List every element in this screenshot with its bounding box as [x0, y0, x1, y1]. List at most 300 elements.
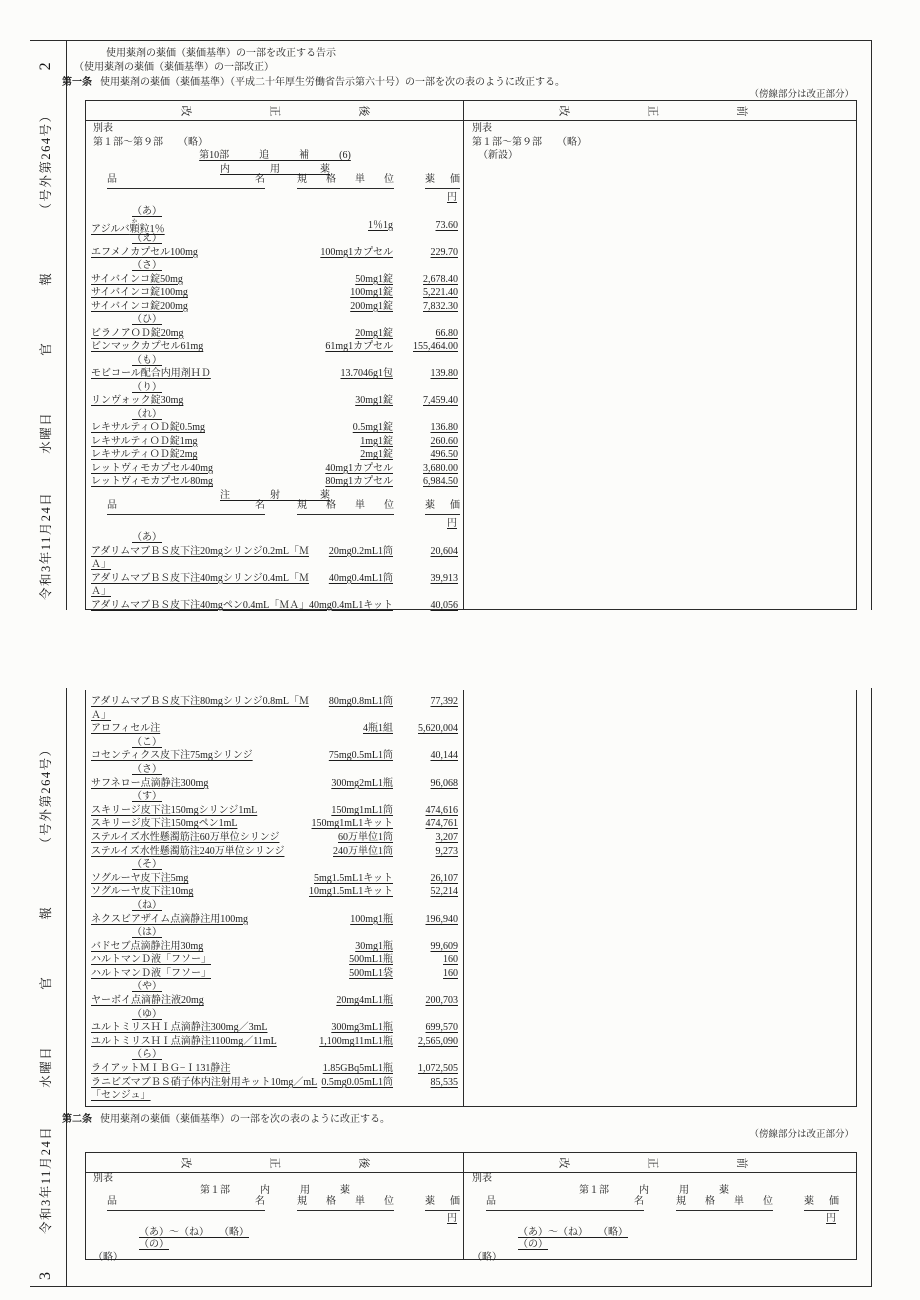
drug-price: 20,604: [430, 545, 458, 557]
drug-price: 474,761: [425, 818, 458, 830]
article2-label: 第二条: [62, 1114, 92, 1125]
drug-spec: 13.7046g1包: [340, 368, 393, 379]
drug-spec: 1mg1錠: [360, 435, 393, 447]
drug-price: 136.80: [430, 422, 458, 433]
drug-name: スキリージ皮下注150mgシリンジ1mL: [91, 804, 258, 816]
group-row: [87, 763, 463, 777]
drug-spec: 1.85GBq5mL1瓶: [322, 1063, 393, 1075]
text2-row: [466, 149, 842, 163]
column-header-char: 単: [734, 1196, 744, 1208]
header-before: [464, 101, 842, 120]
column-header-char: 薬: [425, 174, 435, 186]
revision-note-top: （傍線部分は改正部分）: [749, 90, 854, 100]
drug-name: コセンティクス皮下注75mgシリンジ: [91, 750, 253, 762]
column-header-group: [107, 1196, 265, 1211]
article1-body: 使用薬剤の薬価（薬価基準）（平成二十年厚生労働省告示第六十号）の一部を次の表のように改正する。: [100, 77, 565, 88]
drug-row: [87, 599, 463, 613]
page2-top-edge: [30, 40, 872, 41]
page3-paper-pou: 報: [39, 905, 53, 920]
center-row: [87, 149, 463, 163]
column-header-char: 名: [255, 1196, 265, 1208]
before-column-rows: [466, 1173, 842, 1264]
drug-spec: 60万単位1筒: [338, 831, 393, 843]
text2-text: （新設）: [478, 150, 518, 161]
text-row: [466, 1252, 842, 1264]
article2-body: 使用薬剤の薬価（薬価基準）の一部を次の表のように改正する。: [100, 1114, 390, 1125]
group-text: （す）: [132, 791, 162, 803]
header-before-char: 改: [557, 105, 569, 116]
drug-spec: 150mg1mL1筒: [331, 804, 393, 816]
group-text: （れ）: [132, 408, 162, 420]
page2-sidebar-caption: [36, 62, 55, 600]
text-row: [87, 1252, 463, 1264]
column-header-group: [297, 499, 394, 515]
column-header-char: 位: [384, 1196, 394, 1208]
center-text: 第１部 内 用 薬: [200, 1185, 350, 1197]
drug-name: スキリージ皮下注150mgペン1mL: [91, 818, 238, 830]
text-row: [87, 136, 463, 150]
column-header-char: 格: [326, 174, 336, 186]
column-header-char: 価: [450, 1196, 460, 1208]
group-row: [87, 980, 463, 994]
group-text: （あ）: [132, 532, 162, 543]
page2-right-edge: [871, 40, 872, 610]
yen-unit-label: 円: [447, 1212, 457, 1224]
drug-spec: 80mg1カプセル: [325, 476, 393, 487]
drug-price: 99,609: [430, 940, 458, 952]
column-header-char: 薬: [804, 1196, 814, 1208]
text-row: [87, 122, 463, 136]
drug-name: エフメノカプセル100mg: [91, 246, 198, 258]
text-text: （略）: [472, 1251, 502, 1263]
colhead-row: [87, 1198, 463, 1213]
column-header-char: 位: [763, 1196, 773, 1208]
column-header-group: [804, 1196, 839, 1211]
header-after-char: 正: [268, 105, 280, 116]
drug-row: [87, 1076, 463, 1090]
drug-price: 160: [443, 954, 458, 966]
drug-name: サイバインコ錠50mg: [91, 273, 183, 285]
center-text: 内 用 薬: [220, 163, 330, 175]
group-row: [87, 354, 463, 368]
column-header-group: [107, 173, 265, 189]
header-after-char: 改: [179, 105, 191, 116]
drug-row: [87, 475, 463, 489]
column-header-char: 位: [384, 174, 394, 186]
drug-price: 40,056: [430, 599, 458, 611]
page2-paper-pou: 報: [39, 271, 53, 286]
drug-spec: 500mL1袋: [349, 967, 393, 979]
revision-note-bottom: （傍線部分は改正部分）: [749, 1130, 854, 1140]
drug-price: 3,680.00: [423, 462, 458, 474]
group2-row: [87, 1239, 463, 1251]
drug-row: [87, 421, 463, 435]
header-before: [464, 1153, 842, 1172]
drug-row: [87, 246, 463, 260]
drug-spec: 500mL1瓶: [349, 954, 393, 966]
drug-price: 229.70: [430, 246, 458, 258]
column-header-char: 規: [297, 1196, 307, 1208]
column-header-char: 位: [384, 500, 394, 512]
drug-spec: 200mg1錠: [350, 300, 393, 312]
column-header-group: [425, 499, 460, 515]
drug-row: [87, 1021, 463, 1035]
column-header-group: [107, 499, 265, 515]
drug-spec: 300mg3mL1瓶: [331, 1022, 393, 1034]
center-text: 第10部 追 補 (6): [199, 150, 351, 161]
drug-price: 66.80: [435, 327, 458, 339]
group-row: [87, 408, 463, 422]
drug-spec: 75mg0.5mL1筒: [328, 750, 393, 762]
drug-row: [87, 572, 463, 586]
cont-text: Ａ」: [91, 586, 111, 597]
drug-spec: 100mg1瓶: [350, 913, 393, 925]
page2-issue: （号外第264号）: [39, 108, 53, 216]
column-header-char: 名: [255, 174, 265, 186]
cont-row: [87, 709, 463, 723]
drug-name: ソグルーヤ皮下注10mg: [91, 886, 194, 898]
column-header-char: 薬: [425, 500, 435, 512]
drug-row: [87, 817, 463, 831]
yen-row: [466, 1213, 842, 1227]
notice-subtitle: （使用薬剤の薬価（薬価基準）の一部改正）: [74, 62, 274, 73]
drug-spec: 40mg0.4mL1筒: [328, 572, 393, 584]
group-row: [87, 381, 463, 395]
group-text: （え）: [132, 233, 162, 244]
drug-price: 196,940: [425, 913, 458, 925]
column-header-char: 格: [705, 1196, 715, 1208]
column-header-char: 品: [107, 1196, 117, 1208]
group-text: （り）: [132, 381, 162, 393]
column-header-char: 名: [634, 1196, 644, 1208]
drug-price: 139.80: [430, 368, 458, 379]
drug-spec: 100mg1カプセル: [320, 246, 393, 258]
table-center-divider: [463, 101, 464, 609]
drug-spec: 40mg0.4mL1キット: [309, 599, 393, 611]
drug-name: ヤーボイ点滴静注液20mg: [91, 995, 204, 1007]
text-row: [466, 1173, 842, 1185]
group-text: （ひ）: [132, 314, 162, 325]
text-row: [466, 122, 842, 136]
drug-row: [87, 1035, 463, 1049]
page3-number: 3: [37, 1272, 54, 1280]
group-text: （も）: [132, 354, 162, 366]
drug-price: 6,984.50: [423, 476, 458, 487]
page3-sidebar-rule: [66, 688, 67, 1286]
group2-row: [466, 1239, 842, 1251]
column-header-group: [676, 1196, 773, 1211]
group-text: （ら）: [132, 1049, 162, 1061]
drug-row: [87, 545, 463, 559]
drug-spec: 20mg0.2mL1筒: [328, 545, 393, 557]
header-before-char: 正: [646, 1157, 658, 1168]
text-text: 別表: [472, 123, 492, 134]
drug-name: レキサルティＯＤ錠0.5mg: [91, 422, 205, 433]
after-column-rows: [87, 122, 463, 612]
drug-spec: 5mg1.5mL1キット: [314, 872, 393, 884]
drug-price: 9,273: [435, 845, 458, 857]
colhead-row: [87, 502, 463, 517]
drug-name: ステルイズ水性懸濁筋注60万単位シリンジ: [91, 831, 280, 843]
column-header-char: 格: [326, 1196, 336, 1208]
drug-spec: 150mg1mL1キット: [311, 818, 393, 830]
drug-name: ビラノアＯＤ錠20mg: [91, 327, 184, 339]
drug-row: [87, 367, 463, 381]
column-header-char: 規: [297, 500, 307, 512]
drug-name: アダリムマブＢＳ皮下注20mgシリンジ0.2mL「Ｍ: [91, 545, 310, 557]
page3-right-edge: [871, 688, 872, 1286]
drug-price: 5,221.40: [423, 287, 458, 298]
header-after-char: 後: [357, 1157, 369, 1168]
header-after-char: 後: [357, 105, 369, 116]
drug-name: レットヴィモカプセル40mg: [91, 462, 213, 474]
drug-spec: 0.5mg1錠: [352, 422, 393, 433]
drug-price: 52,214: [430, 886, 458, 898]
group-text: （あ）: [132, 206, 162, 217]
drug-row: [87, 953, 463, 967]
text-text: （略）: [93, 1251, 123, 1263]
drug-spec: 40mg1カプセル: [325, 462, 393, 474]
table-header-row: [86, 1153, 856, 1173]
drug-name: アダリムマブＢＳ皮下注80mgシリンジ0.8mL「Ｍ: [91, 696, 310, 707]
page3-sidebar-caption: [36, 742, 55, 1280]
drug-price: 85,535: [430, 1076, 458, 1088]
drug-spec: 4瓶1組: [363, 723, 393, 735]
article2-line: [62, 1110, 390, 1125]
drug-price: 160: [443, 967, 458, 979]
drug-row: [87, 219, 463, 233]
colhead-row: [87, 176, 463, 191]
notice-title: 使用薬剤の薬価（薬価基準）の一部を改正する告示: [106, 48, 336, 59]
column-header-char: 格: [326, 500, 336, 512]
group2-row: [87, 1227, 463, 1239]
drug-name: レキサルティＯＤ錠1mg: [91, 435, 198, 447]
drug-name: アダリムマブＢＳ皮下注40mgペン0.4mL「ＭＡ」: [91, 599, 310, 611]
text-text: 第１部～第９部 （略）: [93, 136, 208, 148]
drug-row: [87, 340, 463, 354]
drug-spec: 30mg1瓶: [355, 940, 393, 952]
drug-row: [87, 327, 463, 341]
drug-spec: 1,100mg11mL1瓶: [319, 1035, 393, 1047]
before-column-rows: [466, 122, 842, 163]
yen-unit-label: 円: [826, 1212, 836, 1224]
revision-table-article1: [85, 100, 857, 610]
drug-row: [87, 940, 463, 954]
drug-row: [87, 885, 463, 899]
group-row: [87, 790, 463, 804]
page2-number: 2: [37, 62, 54, 71]
drug-name: レキサルティＯＤ錠2mg: [91, 449, 198, 460]
drug-row: [87, 804, 463, 818]
column-header-char: 品: [107, 174, 117, 186]
drug-name: ラニビズマブＢＳ硝子体内注射用キット10mg／mL: [91, 1076, 318, 1088]
group-row: [87, 313, 463, 327]
table-center-divider: [463, 690, 464, 1106]
article1-line: [62, 73, 565, 88]
drug-price: 260.60: [430, 435, 458, 447]
drug-name-ruby: 顆か: [129, 218, 140, 235]
drug-name: ステルイズ水性懸濁筋注240万単位シリンジ: [91, 845, 285, 857]
group2-text: （の）: [139, 1239, 169, 1251]
header-after: [86, 101, 464, 120]
cont-text: Ａ」: [91, 709, 111, 721]
drug-name: ユルトミリスＨＩ点滴静注300mg／3mL: [91, 1022, 268, 1034]
cont-row: [87, 558, 463, 572]
column-header-char: 単: [355, 1196, 365, 1208]
drug-row: [87, 913, 463, 927]
drug-spec: 20mg1錠: [355, 327, 393, 339]
drug-price: 699,570: [425, 1022, 458, 1034]
drug-price: 77,392: [430, 696, 458, 707]
group2-text: （の）: [518, 1239, 548, 1251]
drug-price: 1,072,505: [418, 1063, 458, 1075]
text-row: [466, 136, 842, 150]
group-text: （ね）: [132, 899, 162, 911]
group-row: [87, 259, 463, 273]
drug-price: 7,459.40: [423, 395, 458, 406]
drug-name: ライアットＭＩＢＧ−Ｉ131静注: [91, 1063, 231, 1075]
column-header-char: 品: [107, 500, 117, 512]
group2-text: （あ）～（ね） （略）: [139, 1226, 249, 1238]
drug-price: 26,107: [430, 872, 458, 884]
header-before-char: 前: [735, 105, 747, 116]
header-after-char: 正: [268, 1157, 280, 1168]
drug-row: [87, 448, 463, 462]
yen-row: [87, 1213, 463, 1227]
group-text: （は）: [132, 927, 162, 939]
header-after: [86, 1153, 464, 1172]
drug-name: アダリムマブＢＳ皮下注40mgシリンジ0.4mL「Ｍ: [91, 572, 310, 584]
center-text: 第１部 内 用 薬: [579, 1185, 729, 1197]
page2-paper-kan: 官: [39, 341, 53, 356]
group-row: [87, 232, 463, 246]
group-text: （そ）: [132, 859, 162, 871]
drug-name: サフネロー点滴静注300mg: [91, 777, 209, 789]
drug-price: 474,616: [425, 804, 458, 816]
drug-row: [87, 722, 463, 736]
drug-name: ユルトミリスＨＩ点滴静注1100mg／11mL: [91, 1035, 277, 1047]
header-after-char: 改: [179, 1157, 191, 1168]
column-header-group: [297, 173, 394, 189]
drug-spec: 61mg1カプセル: [325, 341, 393, 352]
drug-row: [87, 462, 463, 476]
drug-price: 496.50: [430, 449, 458, 460]
column-header-char: 品: [486, 1196, 496, 1208]
drug-name: バドセブ点滴静注用30mg: [91, 940, 204, 952]
drug-price: 73.60: [435, 219, 458, 231]
group2-text: （あ）～（ね） （略）: [518, 1226, 628, 1238]
yen-unit-label: 円: [447, 518, 457, 529]
yen-unit-label: 円: [447, 192, 457, 203]
group-text: （ゆ）: [132, 1008, 162, 1020]
column-header-group: [425, 173, 460, 189]
furigana: か: [129, 218, 140, 225]
group-row: [87, 1008, 463, 1022]
page2-weekday: 水曜日: [39, 411, 53, 454]
drug-row: [87, 1062, 463, 1076]
drug-row: [87, 300, 463, 314]
group-text: （こ）: [132, 736, 162, 748]
center-text: 注 射 薬: [220, 489, 330, 501]
after-column-rows: [87, 1173, 463, 1264]
group2-row: [466, 1227, 842, 1239]
text-row: [87, 1173, 463, 1185]
article1-label: 第一条: [62, 77, 92, 88]
drug-row: [87, 831, 463, 845]
drug-spec: 1％1g: [368, 219, 393, 231]
drug-price: 5,620,004: [418, 723, 458, 735]
drug-spec: 0.5mg0.05mL1筒: [321, 1076, 393, 1088]
drug-name: ハルトマンＤ液「フソー」: [91, 954, 211, 966]
column-header-char: 単: [355, 174, 365, 186]
drug-name: ビンマックカプセル61mg: [91, 341, 204, 352]
page2-date: 令和3年11月24日: [39, 491, 53, 600]
drug-spec: 10mg1.5mL1キット: [309, 886, 393, 898]
cont-row: [87, 585, 463, 599]
group-row: [87, 736, 463, 750]
drug-spec: 300mg2mL1瓶: [331, 777, 393, 789]
page3-bottom-edge: [30, 1286, 872, 1287]
drug-name: アロフィセル注: [91, 723, 161, 735]
column-header-char: 単: [355, 500, 365, 512]
yen-row: [87, 191, 463, 205]
drug-spec: 240万単位1筒: [333, 845, 393, 857]
drug-name: レットヴィモカプセル80mg: [91, 476, 213, 487]
group-row: [87, 858, 463, 872]
drug-row: [87, 967, 463, 981]
drug-spec: 100mg1錠: [350, 287, 393, 298]
group-row: [87, 205, 463, 219]
drug-price: 39,913: [430, 572, 458, 584]
column-header-group: [425, 1196, 460, 1211]
drug-row: [87, 273, 463, 287]
drug-name: サイバインコ錠200mg: [91, 300, 188, 312]
drug-spec: 30mg1錠: [355, 395, 393, 406]
drug-price: 200,703: [425, 995, 458, 1007]
drug-price: 40,144: [430, 750, 458, 762]
page2-sidebar-rule: [66, 40, 67, 610]
drug-row: [87, 394, 463, 408]
page3-issue: （号外第264号）: [39, 742, 53, 850]
drug-row: [87, 695, 463, 709]
column-header-group: [297, 1196, 394, 1211]
drug-name: ソグルーヤ皮下注5mg: [91, 872, 189, 884]
column-header-char: 名: [255, 500, 265, 512]
drug-name: モビコール配合内用剤ＨＤ: [91, 368, 211, 379]
group-row: [87, 926, 463, 940]
drug-spec: 50mg1錠: [355, 273, 393, 285]
page3-weekday: 水曜日: [39, 1045, 53, 1088]
drug-price: 2,565,090: [418, 1035, 458, 1047]
after-column-rows-continued: [87, 695, 463, 1103]
yen-row: [87, 517, 463, 531]
drug-name: ハルトマンＤ液「フソー」: [91, 967, 211, 979]
drug-name: ネクスビアザイム点滴静注用100mg: [91, 913, 248, 925]
drug-spec: 2mg1錠: [360, 449, 393, 460]
cont-text: Ａ」: [91, 559, 111, 570]
revision-table-continuation: [85, 690, 857, 1107]
text-text: 別表: [472, 1173, 492, 1184]
column-header-char: 価: [450, 500, 460, 512]
revision-table-article2: [85, 1152, 857, 1263]
drug-price: 155,464.00: [413, 341, 458, 352]
group-row: [87, 531, 463, 545]
drug-price: 96,068: [430, 777, 458, 789]
group-row: [87, 1048, 463, 1062]
drug-row: [87, 749, 463, 763]
header-before-char: 改: [557, 1157, 569, 1168]
drug-spec: 20mg4mL1瓶: [336, 995, 393, 1007]
